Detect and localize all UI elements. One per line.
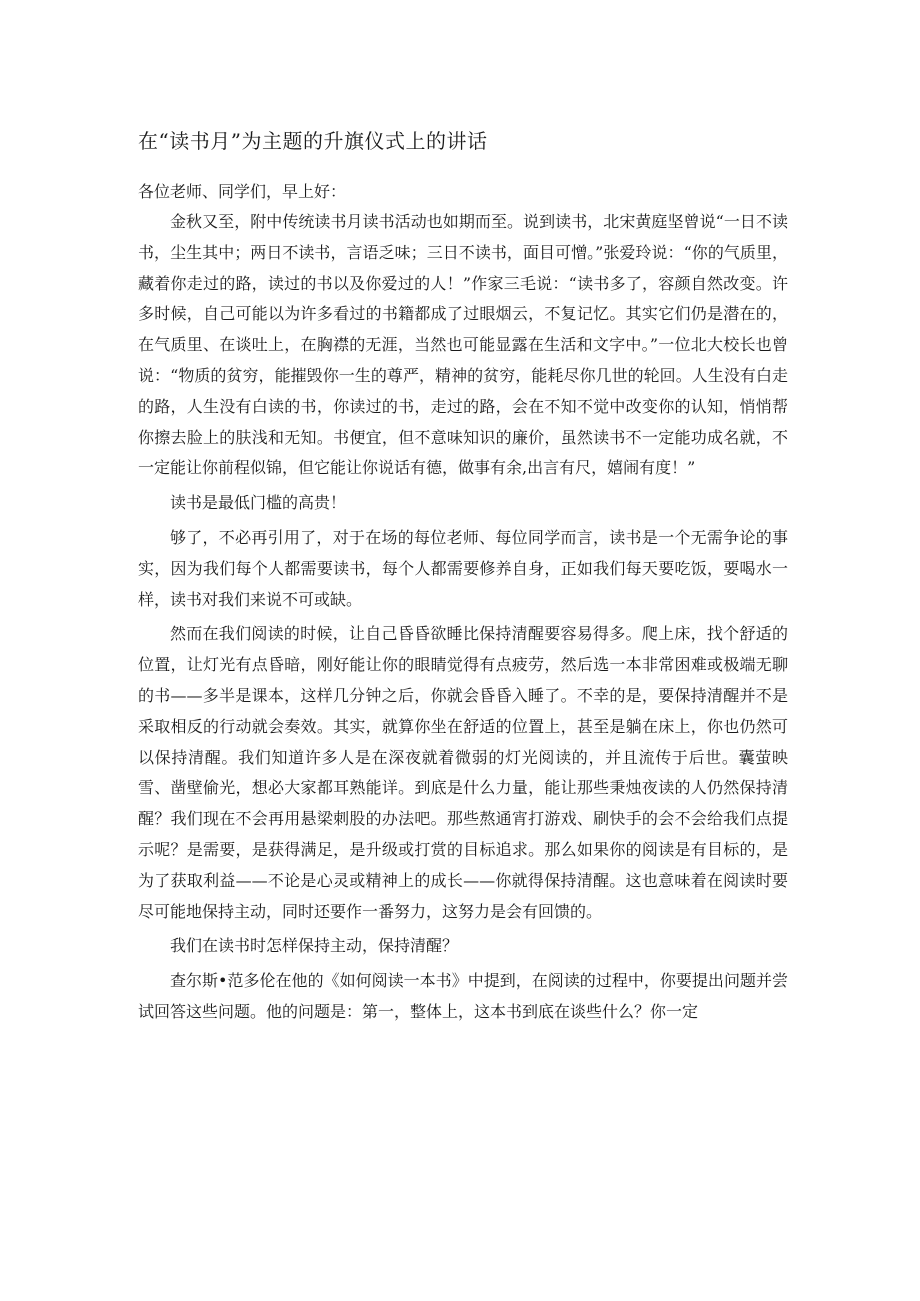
greeting-line: 各位老师、同学们，早上好： xyxy=(138,182,347,201)
paragraph: 查尔斯•范多伦在他的《如何阅读一本书》中提到，在阅读的过程中，你要提出问题并尝试回答这些问题。他的问题是：第一，整体上，这本书到底在谈些什么？你一定 xyxy=(138,971,788,1021)
paragraph: 读书是最低门槛的高贵！ xyxy=(170,493,347,513)
paragraph: 够了，不必再引用了，对于在场的每位老师、每位同学而言，读书是一个无需争论的事实，因为我们每个人都需要读书，每个人都需要修养自身，正如我们每天要吃饭，要喝水一样，读书对我们来说不可或缺。 xyxy=(138,527,788,609)
paragraph: 金秋又至，附中传统读书月读书活动也如期而至。说到读书，北宋黄庭坚曾说“一日不读书，尘生其中；两日不读书，言语乏味；三日不读书，面目可憎。”张爱玲说：“你的气质里，藏着你走过的路，读过的书以及你爱过的人！”作家三毛说：“读书多了，容颜自然改变。许多时候，自己可能以为许多看过的书籍都成了过眼烟云，不复记忆。其实它们仍是潜在的，在气质里、在谈吐上，在胸襟的无涯，当然也可能显露在生活和文字中。”一位北大校长也曾说：“物质的贫穷，能摧毁你一生的尊严，精神的贫穷，能耗尽你几世的轮回。人生没有白走的路，人生没有白读的书，你读过的书，走过的路，会在不知不觉中改变你的认知，悄悄帮你擦去脸上的肤浅和无知。书便宜，但不意味知识的廉价，虽然读书不一定能功成名就，不一定能让你前程似锦，但它能让你说话有德，做事有余,出言有尺，嬉闹有度！” xyxy=(138,212,788,478)
paragraph: 然而在我们阅读的时候，让自己昏昏欲睡比保持清醒要容易得多。爬上床，找个舒适的位置，让灯光有点昏暗，刚好能让你的眼睛觉得有点疲劳，然后选一本非常困难或极端无聊的书——多半是课本，这样几分钟之后，你就会昏昏入睡了。不幸的是，要保持清醒并不是采取相反的行动就会奏效。其实，就算你坐在舒适的位置上，甚至是躺在床上，你也仍然可以保持清醒。我们知道许多人是在深夜就着微弱的灯光阅读的，并且流传于后世。囊萤映雪、凿壁偷光，想必大家都耳熟能详。到底是什么力量，能让那些秉烛夜读的人仍然保持清醒？我们现在不会再用悬梁刺股的办法吧。那些熬通宵打游戏、刷快手的会不会给我们点提示呢？是需要，是获得满足，是升级或打赏的目标追求。那么如果你的阅读是有目标的，是为了获取利益——不论是心灵或精神上的成长——你就得保持清醒。这也意味着在阅读时要尽可能地保持主动，同时还要作一番努力，这努力是会有回馈的。 xyxy=(138,624,788,921)
paragraph: 我们在读书时怎样保持主动，保持清醒？ xyxy=(170,936,459,956)
document-body xyxy=(138,207,788,1032)
document-title: 在“读书月”为主题的升旗仪式上的讲话 xyxy=(138,129,488,153)
